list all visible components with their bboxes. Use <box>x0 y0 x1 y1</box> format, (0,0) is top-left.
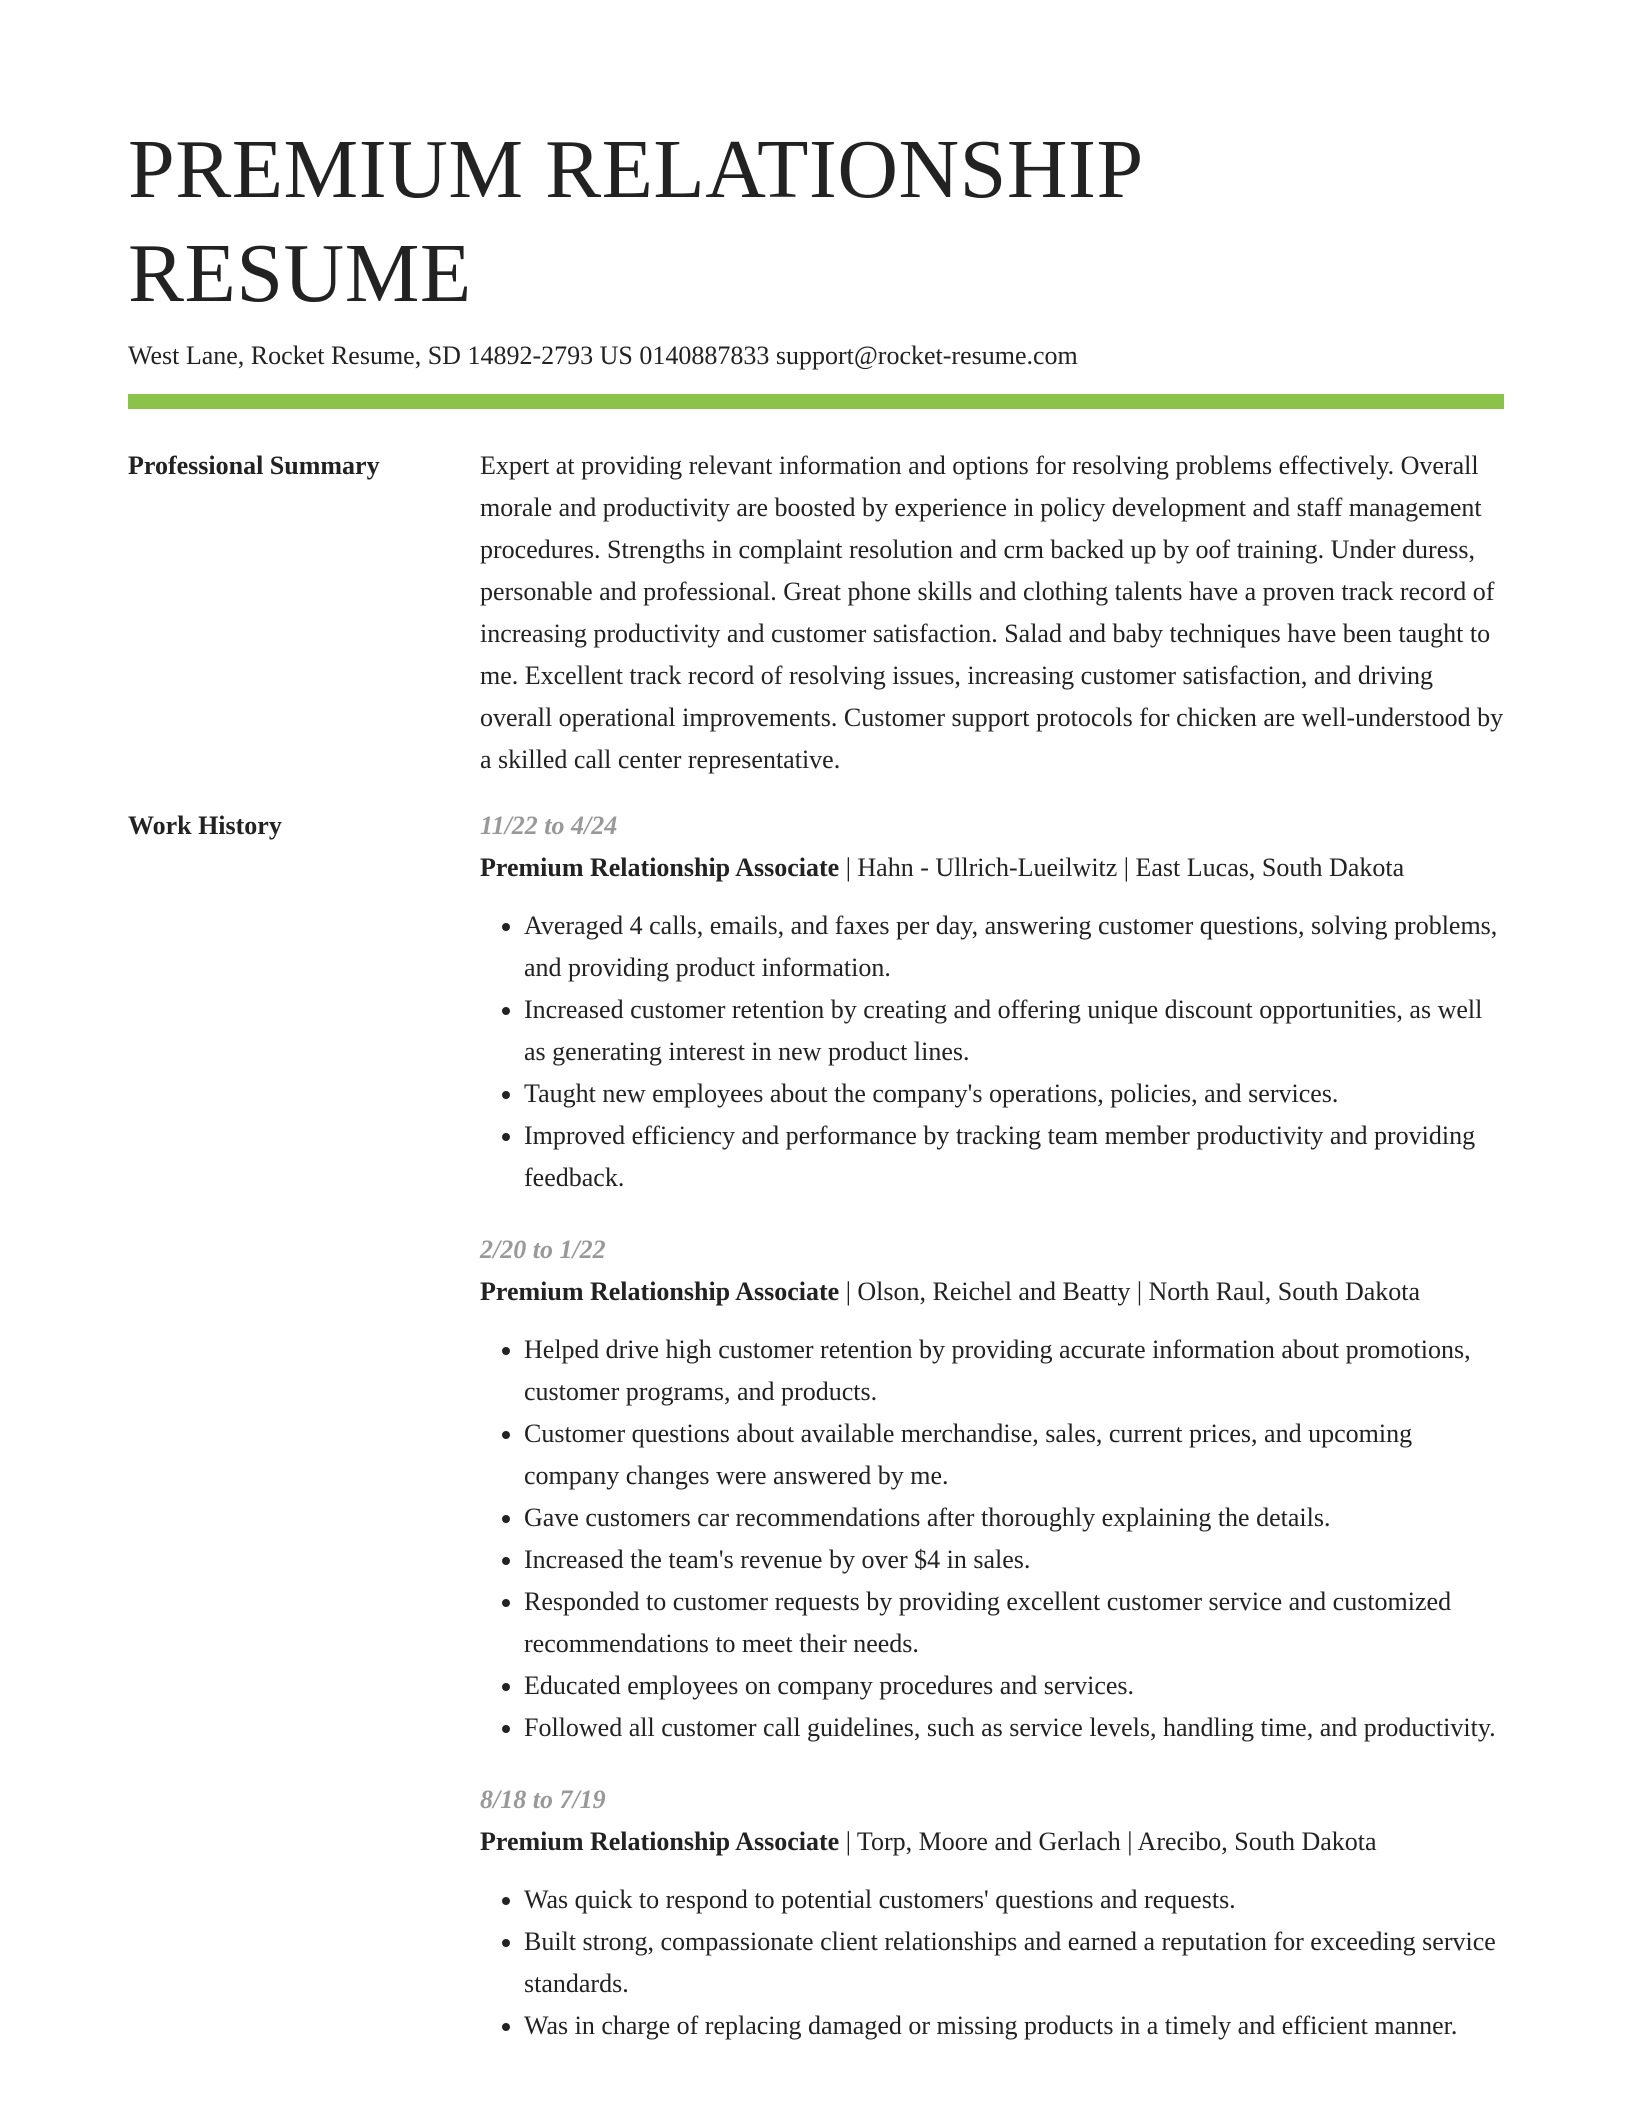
job-bullet-list <box>480 905 1504 1199</box>
job-bullet: • Increased the team's revenue by over $4 in sales. <box>524 1539 1504 1581</box>
job-bullet: • Built strong, compassionate client relationships and earned a reputation for exceeding service standards. <box>524 1921 1504 2005</box>
resume-name: PREMIUM RELATIONSHIP RESUME <box>128 123 1141 320</box>
job-heading <box>480 847 1504 889</box>
job-employer-location: | Olson, Reichel and Beatty | North Raul, South Dakota <box>839 1277 1421 1306</box>
job-bullet: • Helped drive high customer retention by providing accurate information about promotions, customer programs, and products. <box>524 1329 1504 1413</box>
job-bullet: • Customer questions about available merchandise, sales, current prices, and upcoming company changes were answered by me. <box>524 1413 1504 1497</box>
job-bullet: • Gave customers car recommendations after thoroughly explaining the details. <box>524 1497 1504 1539</box>
resume-page <box>128 118 1504 2077</box>
work-history-body <box>480 805 1504 2077</box>
job-title: Premium Relationship Associate <box>480 1827 840 1856</box>
summary-text: Expert at providing relevant information and options for resolving problems effectively. Overall morale and productivity are boosted by experience in policy development and staff management procedures. Strengths in complaint resolution and crm backed up by oof training. Under duress, personable and professional. Great phone skills and clothing talents have a proven track record of increasing productivity and customer satisfaction. Salad and baby techniques have been taught to me. Excellent track record of resolving issues, increasing customer satisfaction, and driving overall operational improvements. Customer support protocols for chicken are well-understood by a skilled call center representative. <box>480 451 1504 774</box>
job-entry <box>480 805 1504 1199</box>
job-bullet-list <box>480 1329 1504 1749</box>
job-entry <box>480 1229 1504 1749</box>
work-history-heading: Work History <box>128 811 282 840</box>
job-entry <box>480 1779 1504 2047</box>
job-bullet: • Was in charge of replacing damaged or missing products in a timely and efficient manner. <box>524 2005 1504 2047</box>
job-title: Premium Relationship Associate <box>480 1277 840 1306</box>
job-dates: 11/22 to 4/24 <box>480 811 618 840</box>
summary-heading: Professional Summary <box>128 451 380 480</box>
job-dates: 2/20 to 1/22 <box>480 1235 606 1264</box>
job-bullet-list <box>480 1879 1504 2047</box>
job-bullet: • Increased customer retention by creating and offering unique discount opportunities, as well as generating interest in new product lines. <box>524 989 1504 1073</box>
job-title: Premium Relationship Associate <box>480 853 840 882</box>
job-heading <box>480 1821 1504 1863</box>
summary-section <box>128 453 1504 781</box>
job-bullet: • Averaged 4 calls, emails, and faxes per day, answering customer questions, solving problems, and providing product information. <box>524 905 1504 989</box>
contact-line: West Lane, Rocket Resume, SD 14892-2793 US 0140887833 support@rocket-resume.com <box>128 341 1078 370</box>
job-employer-location: | Hahn - Ullrich-Lueilwitz | East Lucas, South Dakota <box>839 853 1405 882</box>
header-divider <box>128 394 1504 409</box>
job-heading <box>480 1271 1504 1313</box>
job-bullet: • Improved efficiency and performance by tracking team member productivity and providing feedback. <box>524 1115 1504 1199</box>
job-bullet: • Educated employees on company procedures and services. <box>524 1665 1504 1707</box>
work-history-section <box>128 813 1504 2077</box>
job-bullet: • Responded to customer requests by providing excellent customer service and customized recommendations to meet their needs. <box>524 1581 1504 1665</box>
job-bullet: • Taught new employees about the company's operations, policies, and services. <box>524 1073 1504 1115</box>
job-bullet: • Followed all customer call guidelines, such as service levels, handling time, and productivity. <box>524 1707 1504 1749</box>
summary-body <box>480 445 1504 781</box>
job-dates: 8/18 to 7/19 <box>480 1785 606 1814</box>
job-employer-location: | Torp, Moore and Gerlach | Arecibo, South Dakota <box>839 1827 1377 1856</box>
job-bullet: • Was quick to respond to potential customers' questions and requests. <box>524 1879 1504 1921</box>
